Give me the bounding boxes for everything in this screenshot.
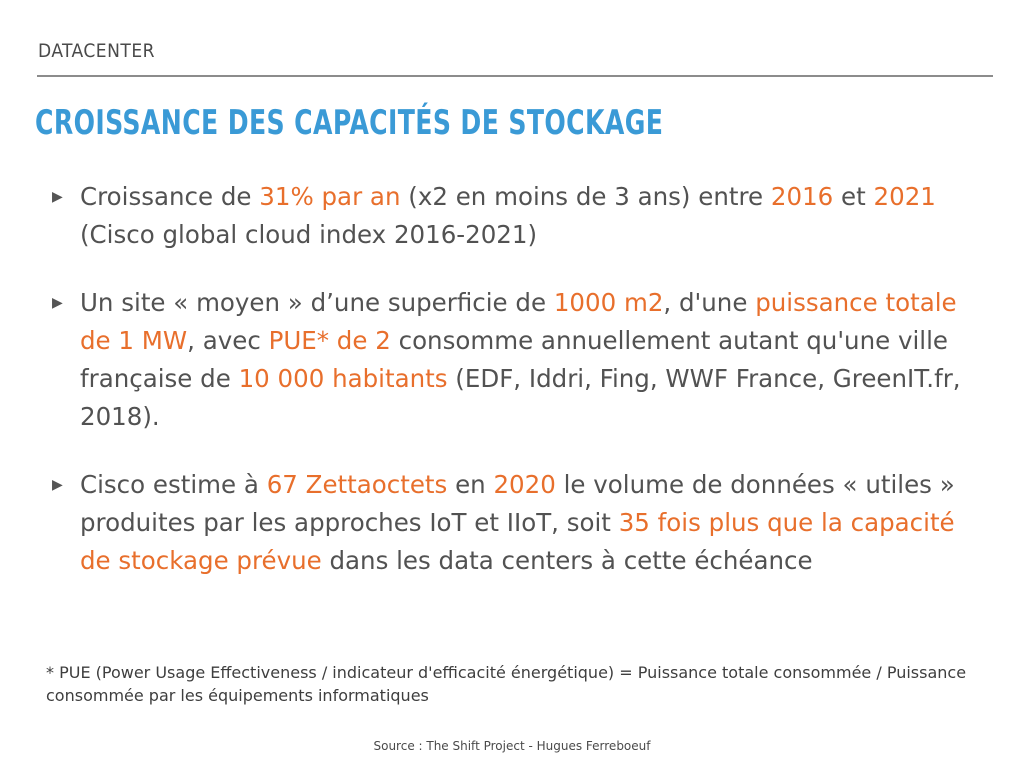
bullet-segment: Un site « moyen » d’une superficie de bbox=[80, 288, 554, 317]
bullet-segment: , avec bbox=[187, 326, 269, 355]
bullet-list bbox=[52, 178, 982, 580]
bullet-segment: (Cisco global cloud index 2016-2021) bbox=[80, 220, 538, 249]
highlight-segment: 1000 m2 bbox=[553, 288, 664, 317]
highlight-segment: 67 Zettaoctets bbox=[266, 470, 448, 499]
highlight-segment: 31% par an bbox=[259, 182, 401, 211]
bullet-text bbox=[80, 470, 955, 575]
bullet-segment: Cisco estime à bbox=[80, 470, 267, 499]
section-label: DATACENTER bbox=[38, 40, 155, 62]
bullet-segment: Croissance de bbox=[80, 182, 260, 211]
bullet-segment: (x2 en moins de 3 ans) entre bbox=[400, 182, 771, 211]
highlight-segment: 10 000 habitants bbox=[238, 364, 448, 393]
triangle-right-icon: ▶ bbox=[52, 477, 63, 493]
highlight-segment: 2020 bbox=[493, 470, 556, 499]
bullet-item bbox=[52, 284, 982, 436]
highlight-segment: 2021 bbox=[873, 182, 936, 211]
highlight-segment: PUE* de 2 bbox=[268, 326, 391, 355]
bullet-segment: (EDF, Iddri, Fing, WWF France, GreenIT.fr, 2018). bbox=[80, 364, 961, 431]
bullet-segment: en bbox=[447, 470, 494, 499]
triangle-right-icon: ▶ bbox=[52, 295, 63, 311]
bullet-segment: , d'une bbox=[663, 288, 756, 317]
highlight-segment: 2016 bbox=[770, 182, 834, 211]
highlight-segment: puissance totale de 1 MW bbox=[80, 288, 957, 355]
bullet-item bbox=[52, 178, 982, 254]
bullet-segment: consomme annuellement autant qu'une ville française de bbox=[80, 326, 948, 393]
triangle-right-icon: ▶ bbox=[52, 189, 63, 205]
bullet-text bbox=[80, 182, 936, 249]
bullet-segment: le volume de données « utiles » produites par les approches IoT et IIoT, soit bbox=[80, 470, 955, 537]
bullet-segment: et bbox=[833, 182, 874, 211]
footnote: * PUE (Power Usage Effectiveness / indicateur d'efficacité énergétique) = Puissance totale consommée / Puissance consommée par les équipements informatiques bbox=[46, 663, 967, 705]
slide-title: CROISSANCE DES CAPACITÉS DE STOCKAGE bbox=[35, 103, 664, 143]
header-divider bbox=[37, 75, 993, 77]
bullet-segment: dans les data centers à cette échéance bbox=[321, 546, 813, 575]
source-credit: Source : The Shift Project - Hugues Ferreboeuf bbox=[373, 739, 651, 753]
bullet-text bbox=[80, 288, 961, 431]
bullet-item bbox=[52, 466, 982, 580]
highlight-segment: 35 fois plus que la capacité de stockage prévue bbox=[80, 508, 955, 575]
